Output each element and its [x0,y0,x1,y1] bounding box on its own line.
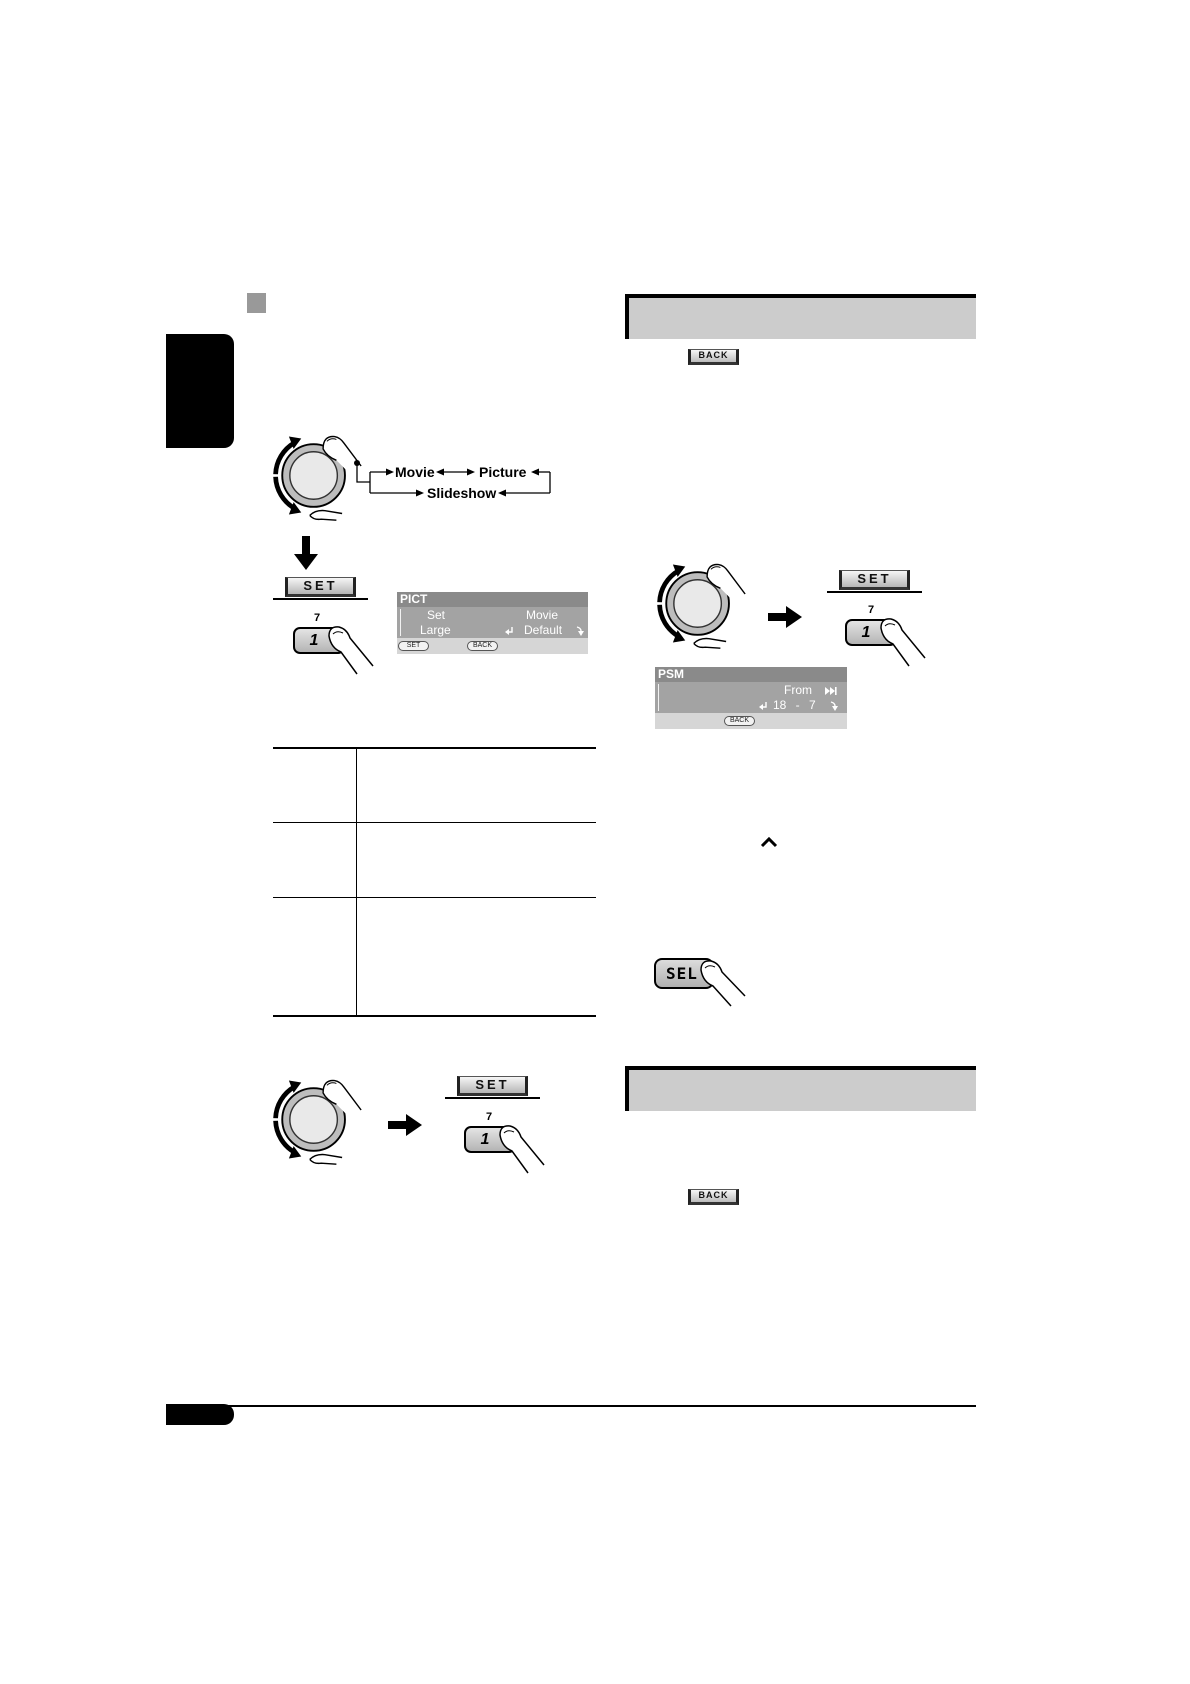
mode-slideshow-label: Slideshow [427,485,497,501]
control-dial-icon [652,556,747,651]
arrow-down-icon [294,536,318,570]
section-header-panel [625,1066,976,1111]
pict-row2-left: Large [420,623,451,637]
scroll-down-icon [575,626,585,636]
set-button: SET [285,577,356,597]
section-header-panel [625,294,976,339]
sel-button: SEL [654,958,714,989]
set-button: SET [839,570,910,590]
psm-row2-value: 18 - 7 [773,698,816,712]
scroll-down-icon [829,701,839,711]
display-softkey-bar [397,638,588,654]
softkey-back: BACK [724,716,755,726]
set-button: SET [457,1076,528,1096]
display-title: PSM [655,667,847,682]
table-bottom-rule [273,1015,596,1017]
arrow-right-icon [768,606,802,628]
caret-up-icon [760,836,778,848]
preset-1-button: 1 [845,619,897,646]
table-row-divider [273,822,596,823]
back-button: BACK [688,349,739,365]
display-title: PICT [397,592,588,607]
display-softkey-bar [655,713,847,729]
mode-picture-label: Picture [479,464,527,480]
enter-icon [758,701,768,711]
finger-press-icon [697,960,747,1008]
enter-icon [504,626,514,636]
softkey-set: SET [398,641,429,651]
softkey-back: BACK [467,641,498,651]
section-marker [247,293,266,313]
page-number-tab [166,1404,234,1425]
pict-row2-right: Default [524,623,563,637]
table-top-rule [273,747,596,749]
set-underline [445,1097,540,1099]
set-underline [273,598,368,600]
preset-number-label: 7 [314,612,321,624]
psm-display [655,667,847,729]
footer-rule [166,1405,976,1407]
set-underline [827,591,922,593]
pict-row1-right: Movie [526,608,559,622]
pict-display [397,592,588,654]
mode-movie-label: Movie [395,464,435,480]
preset-number-label: 7 [868,604,875,616]
arrow-right-icon [388,1114,422,1136]
display-edge [400,609,401,636]
psm-row1-right: From [784,683,812,697]
display-body [397,607,588,638]
skip-forward-icon [825,686,837,696]
back-button: BACK [688,1189,739,1205]
finger-press-icon [877,618,927,666]
table-row-divider [273,897,596,898]
control-dial-icon [268,1072,363,1167]
preset-1-button: 1 [464,1126,516,1153]
display-body [655,682,847,713]
table-column-divider [356,748,357,1016]
pict-row1-left: Set [427,608,446,622]
mode-cycle-diagram [340,450,565,508]
preset-number-label: 7 [486,1111,493,1123]
finger-press-icon [325,626,375,674]
display-edge [658,684,659,711]
finger-press-icon [496,1125,546,1173]
side-tab [166,334,234,448]
preset-1-button: 1 [293,627,345,654]
